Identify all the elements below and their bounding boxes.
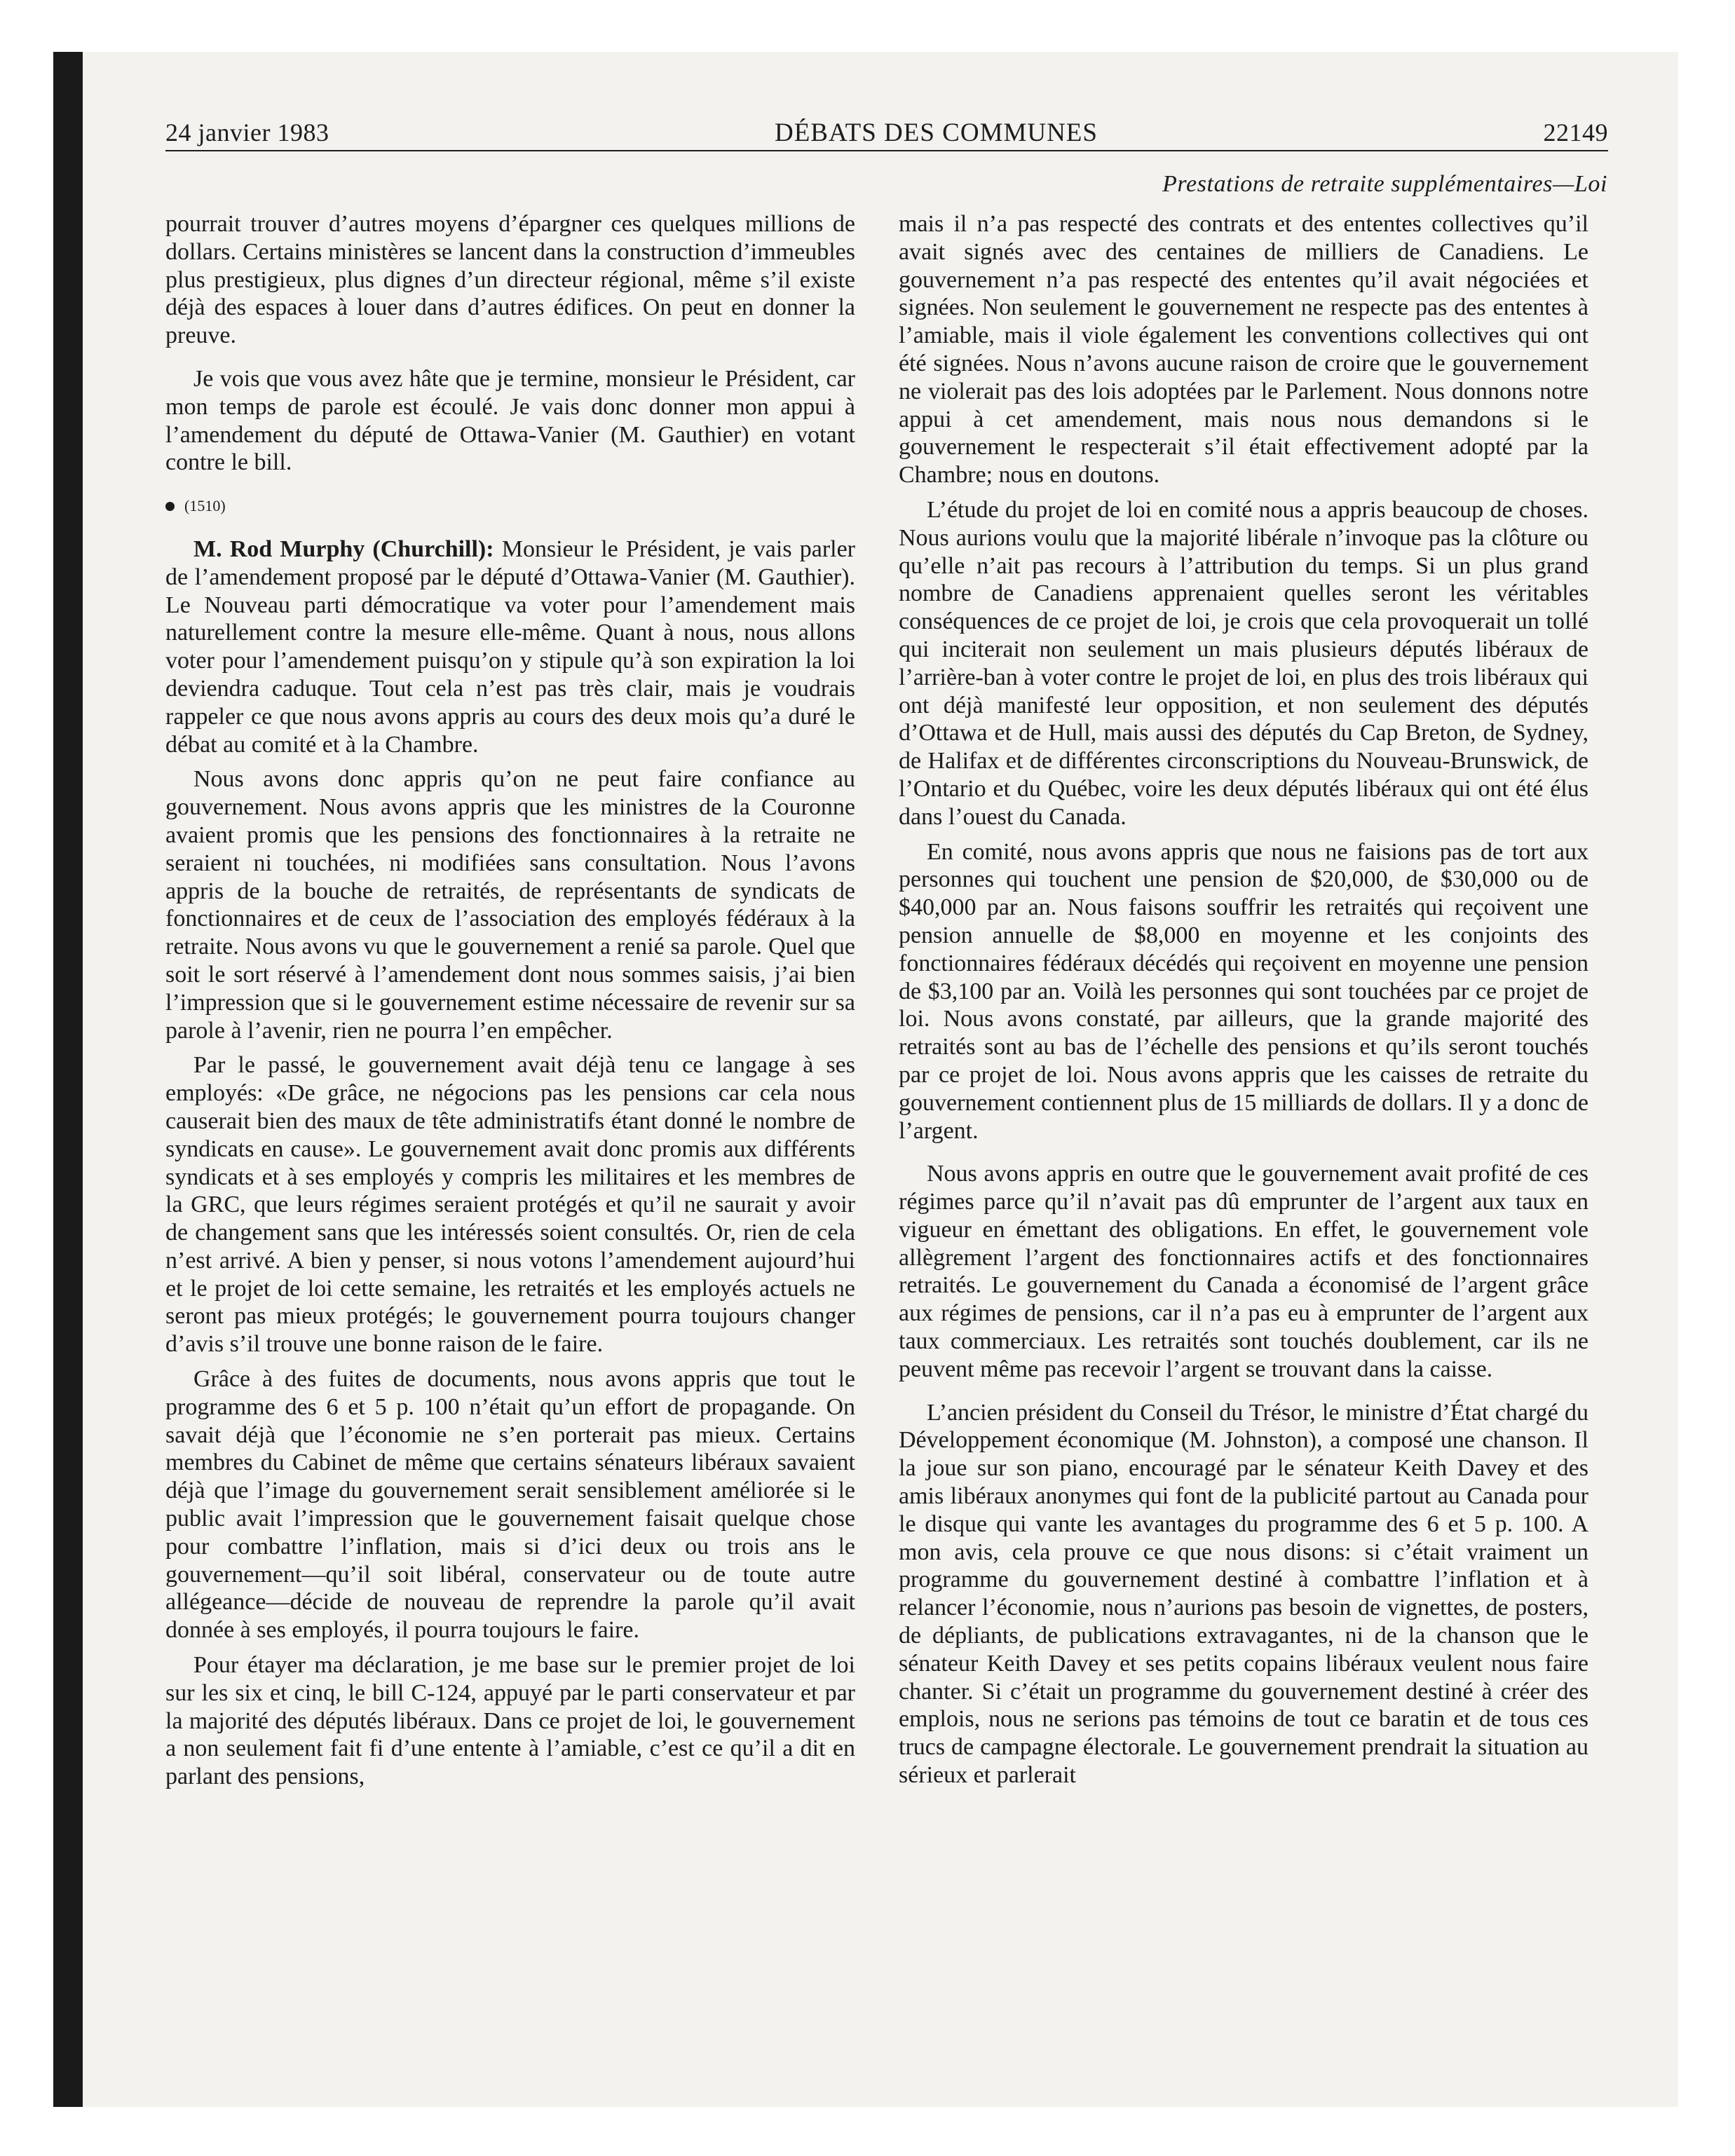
header-page-number: 22149 bbox=[1543, 118, 1608, 146]
speech-text: Monsieur le Président, je vais parler de l’amendement proposé par le député d’Ottawa-Vanier (M. Gauthier). Le Nouveau parti démocratique va voter pour l’amendement mais naturellement contre la mesure elle-même. Quant à nous, nous allons voter pour l’amendement puisqu’on y stipule qu’à son expiration la loi deviendra caduque. Tout cela n’est pas très clair, mais je voudrais rappeler ce que nous avons appris au cours des deux mois qu’a duré le débat au comité et à la Chambre. bbox=[165, 535, 855, 758]
speech-paragraph bbox=[165, 535, 855, 758]
time-marker-label: (1510) bbox=[184, 497, 226, 515]
running-subject: Prestations de retraite supplémentaires—Loi bbox=[1162, 171, 1607, 197]
bullet-icon bbox=[165, 502, 175, 511]
time-marker bbox=[165, 492, 855, 520]
paragraph: Pour étayer ma déclaration, je me base sur le premier projet de loi sur les six et cinq, le bill C-124, appuyé par le parti conservateur et par la majorité des députés libéraux. Dans ce projet de loi, le gouvernement a non seulement fait fi d’une entente à l’amiable, c’est ce qu’il a dit en parlant des pensions, bbox=[165, 1652, 855, 1790]
header-publication: DÉBATS DES COMMUNES bbox=[774, 118, 1098, 147]
paragraph: Nous avons donc appris qu’on ne peut faire confiance au gouvernement. Nous avons appris que les ministres de la Couronne avaient promis que les pensions des fonctionnaires à la retraite ne seraient ni touchées, ni modifiées sans consultation. Nous l’avons appris de la bouche de retraités, de représentants de syndicats de fonctionnaires et de ceux de l’association des employés fédéraux à la retraite. Nous avons vu que le gouvernement a renié sa parole. Quel que soit le sort réservé à l’amendement dont nous sommes saisis, j’ai bien l’impression que si le gouvernement estime nécessaire de revenir sur sa parole à l’avenir, rien ne pourra l’en empêcher. bbox=[165, 766, 855, 1044]
paragraph: pourrait trouver d’autres moyens d’épargner ces quelques millions de dollars. Certains ministères se lancent dans la construction d’immeubles plus prestigieux, plus dignes d’un directeur régional, même s’il existe déjà des espaces à louer dans d’autres édifices. On peut en donner la preuve. bbox=[165, 211, 855, 349]
speaker-name: M. Rod Murphy (Churchill): bbox=[193, 535, 494, 562]
paragraph: L’étude du projet de loi en comité nous a appris beaucoup de choses. Nous aurions voulu que la majorité libérale n’invoque pas la clôture ou qu’elle n’ait pas recours à l’attribution du temps. Si un plus grand nombre de Canadiens apprenaient quelles seront les véritables conséquences de ce projet de loi, je crois que cela provoquerait un tollé qui inciterait non seulement un mais plusieurs députés libéraux de l’arrière-ban à voter contre le projet de loi, en plus des trois libéraux qui ont déjà manifesté leur opposition, et non seulement des députés d’Ottawa et de Hull, mais aussi des députés du Cap Breton, de Sydney, de Halifax et de différentes circonscriptions du Nouveau-Brunswick, de l’Ontario et du Québec, voire les deux députés libéraux qui ont été élus dans l’ouest du Canada. bbox=[899, 496, 1588, 830]
header-date: 24 janvier 1983 bbox=[165, 118, 329, 146]
paragraph: Grâce à des fuites de documents, nous avons appris que tout le programme des 6 et 5 p. 100 n’était qu’un effort de propagande. On savait déjà que l’économie ne s’en porterait pas mieux. Certains membres du Cabinet de même que certains sénateurs libéraux savaient déjà que l’image du gouvernement serait sensiblement améliorée si le public avait l’impression que le gouvernement faisait quelque chose pour combattre l’inflation, mais si d’ici deux ou trois ans le gouvernement—qu’il soit libéral, conservateur ou de toute autre allégeance—décide de nouveau de reprendre la parole qu’il avait donnée à ses employés, il pourra toujours le faire. bbox=[165, 1366, 855, 1644]
page-header bbox=[165, 118, 1608, 153]
paragraph: L’ancien président du Conseil du Trésor, le ministre d’État chargé du Développement économique (M. Johnston), a composé une chanson. Il la joue sur son piano, encouragé par le sénateur Keith Davey et des amis libéraux anonymes qui font de la publicité partout au Canada pour le disque qui vante les avantages du programme des 6 et 5 p. 100. A mon avis, cela prouve ce que nous disons: si c’était vraiment un programme du gouvernement destiné à combattre l’inflation et à relancer l’économie, nous n’aurions pas besoin de vignettes, de posters, de dépliants, de publications extravagantes, ni de la chanson que le sénateur Keith Davey et ses petits copains libéraux veulent nous faire chanter. Si c’était un programme du gouvernement destiné à créer des emplois, nous ne serions pas témoins de tout ce baratin et de tous ces trucs de campagne électorale. Le gouvernement prendrait la situation au sérieux et parlerait bbox=[899, 1399, 1588, 1789]
paragraph: En comité, nous avons appris que nous ne faisions pas de tort aux personnes qui touchent une pension de $20,000, de $30,000 ou de $40,000 par an. Nous faisons souffrir les retraités qui reçoivent une pension annuelle de $8,000 en moyenne et les conjoints des fonctionnaires fédéraux décédés qui reçoivent en moyenne une pension de $3,100 par an. Voilà les personnes qui sont touchées par ce projet de loi. Nous avons constaté, par ailleurs, que la grande majorité des retraités sont au bas de l’échelle des pensions et qu’ils seront touchés par ce projet de loi. Nous avons appris que les caisses de retraite du gouvernement contiennent plus de 15 milliards de dollars. Il y a donc de l’argent. bbox=[899, 838, 1588, 1144]
left-column bbox=[165, 210, 855, 1791]
header-rule bbox=[165, 150, 1608, 151]
paragraph: mais il n’a pas respecté des contrats et des ententes collectives qu’il avait signés avec des centaines de milliers de Canadiens. Le gouvernement n’a pas respecté des ententes qu’il avait négociées et signées. Non seulement le gouvernement ne respecte pas des ententes à l’amiable, mais il viole également les conventions collectives qui ont été signées. Nous n’avons aucune raison de croire que le gouvernement ne violerait pas des lois adoptées par le Parlement. Nous donnons notre appui à cet amendement, mais nous nous demandons si le gouvernement le respecterait s’il était effectivement adopté par la Chambre; nous en doutons. bbox=[899, 211, 1588, 489]
paragraph: Je vois que vous avez hâte que je termine, monsieur le Président, car mon temps de parole est écoulé. Je vais donc donner mon appui à l’amendement du député de Ottawa-Vanier (M. Gauthier) en votant contre le bill. bbox=[165, 365, 855, 476]
paragraph: Par le passé, le gouvernement avait déjà tenu ce langage à ses employés: «De grâce, ne négocions pas les pensions car cela nous causerait bien des maux de tête administratifs étant donné le nombre de syndicats en cause». Le gouvernement avait donc promis aux différents syndicats et à ses employés y compris les militaires et les membres de la GRC, que leurs régimes seraient protégés et qu’il ne saurait y avoir de changement sans que les intéressés soient consultés. Or, rien de cela n’est arrivé. A bien y penser, si nous votons l’amendement aujourd’hui et le projet de loi cette semaine, les retraités et les employés actuels ne seront pas mieux protégés; le gouvernement pourra toujours changer d’avis s’il trouve une bonne raison de le faire. bbox=[165, 1052, 855, 1358]
paragraph: Nous avons appris en outre que le gouvernement avait profité de ces régimes parce qu’il n’avait pas dû emprunter de l’argent aux taux en vigueur en émettant des obligations. En effet, le gouvernement vole allègrement l’argent des fonctionnaires actifs et des fonctionnaires retraités. Le gouvernement du Canada a économisé de l’argent grâce aux régimes de pensions, car il n’a pas eu à emprunter de l’argent aux taux commerciaux. Les retraités sont touchés doublement, car ils ne peuvent même pas recevoir l’argent se trouvant dans la caisse. bbox=[899, 1161, 1588, 1382]
right-column bbox=[899, 210, 1588, 1789]
